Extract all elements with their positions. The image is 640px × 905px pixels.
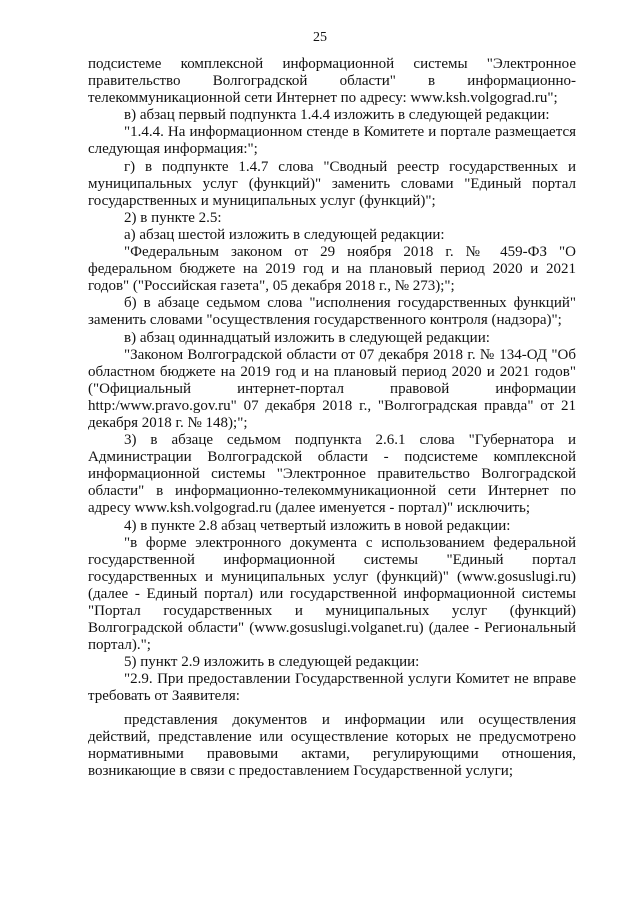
- paragraph: в) абзац первый подпункта 1.4.4 изложить в следующей редакции:: [124, 107, 550, 124]
- paragraph: "1.4.4. На информационном стенде в Комитете и портале размещается следующая информация:";: [88, 124, 576, 158]
- paragraph: 2) в пункте 2.5:: [124, 209, 222, 226]
- document-body: [88, 56, 576, 780]
- paragraph: 3) в абзаце седьмом подпункта 2.6.1 слова "Губернатора и Администрации Волгоградской области - подсистеме комплексной информационной системы "Электронное правительство Волгоградской области" в информационно-телекоммуникационной сети Интернет по адресу www.ksh.volgograd.ru (далее именуется - портал)" исключить;: [88, 432, 576, 517]
- paragraph: подсистеме комплексной информационной системы "Электронное правительство Волгоградской области" в информационно-телекоммуникационной сети Интернет по адресу: www.ksh.volgograd.ru";: [88, 56, 576, 107]
- paragraph: г) в подпункте 1.4.7 слова "Сводный реестр государственных и муниципальных услуг (функций)" заменить словами "Единый портал государственных и муниципальных услуг (функций)";: [88, 158, 576, 209]
- paragraph: в) абзац одиннадцатый изложить в следующей редакции:: [124, 329, 490, 346]
- paragraph: 4) в пункте 2.8 абзац четвертый изложить в новой редакции:: [124, 517, 511, 534]
- paragraph: "Законом Волгоградской области от 07 декабря 2018 г. № 134-ОД "Об областном бюджете на 2019 год и на плановый период 2020 и 2021 годов" ("Официальный интернет-портал правовой информации http:/www.pravo.gov.ru" 07 декабря 2018 г., "Волгоградская правда" от 21 декабря 2018 г. № 148);";: [88, 346, 576, 431]
- paragraph: а) абзац шестой изложить в следующей редакции:: [124, 226, 445, 243]
- paragraph: "2.9. При предоставлении Государственной услуги Комитет не вправе требовать от Заявителя:: [88, 671, 576, 705]
- page-number: 25: [313, 30, 327, 45]
- paragraph: 5) пункт 2.9 изложить в следующей редакции:: [124, 654, 420, 671]
- paragraph: "Федеральным законом от 29 ноября 2018 г. № 459-ФЗ "О федеральном бюджете на 2019 год и на плановый период 2020 и 2021 годов" ("Российская газета", 05 декабря 2018 г., № 273);";: [88, 244, 576, 295]
- paragraph: б) в абзаце седьмом слова "исполнения государственных функций" заменить словами "осуществления государственного контроля (надзора)";: [88, 295, 576, 329]
- paragraph: "в форме электронного документа с использованием федеральной государственной информационной системы "Единый портал государственных и муниципальных услуг (функций)" (www.gosuslugi.ru) (далее - Единый портал) или государственной информационной системы "Портал государственных и муниципальных услуг (функций) Волгоградской области" (www.gosuslugi.volganet.ru) (далее - Региональный портал).";: [88, 534, 576, 654]
- paragraph: представления документов и информации или осуществления действий, представление или осуществление которых не предусмотрено нормативными правовыми актами, регулирующими отношения, возникающие в связи с предоставлением Государственной услуги;: [88, 711, 576, 779]
